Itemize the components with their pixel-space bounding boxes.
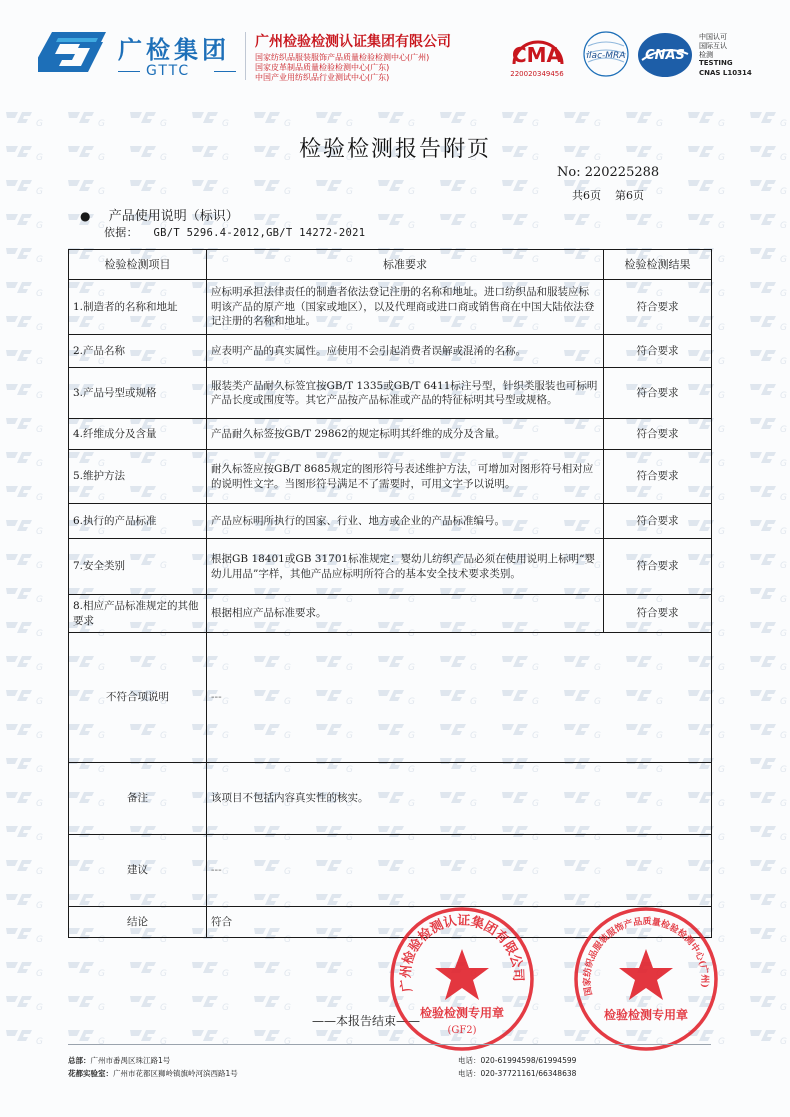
hq-phone: 电话：020-61994598/61994599 <box>458 1056 577 1065</box>
left-seal-stamp <box>388 905 536 1053</box>
item-cell: 7.安全类别 <box>69 539 207 595</box>
remark-label: 备注 <box>69 763 207 835</box>
lab-phone: 电话：020-37721161/66348638 <box>458 1069 577 1078</box>
requirement-cell: 应表明产品的真实属性。应使用不会引起消费者误解或混淆的名称。 <box>207 335 604 368</box>
cma-mark-icon <box>506 34 568 80</box>
suggestion-row <box>69 835 712 907</box>
svg-text:检验检测专用章: 检验检测专用章 <box>419 1006 505 1020</box>
inspection-table <box>68 249 712 938</box>
section-title: 产品使用说明（标识） <box>108 209 239 224</box>
table-row <box>69 419 712 450</box>
cnas-line-1: 中国认可 <box>699 33 727 41</box>
requirement-cell: 根据相应产品标准要求。 <box>207 595 604 633</box>
svg-text:(GF2): (GF2) <box>447 1025 477 1036</box>
svg-text:ilac-MRA: ilac-MRA <box>586 51 626 61</box>
sub-center-line-1: 国家纺织品服装服饰产品质量检验检测中心(广州) <box>255 53 430 62</box>
nonconformity-row <box>69 633 712 763</box>
item-cell: 8.相应产品标准规定的其他要求 <box>69 595 207 633</box>
column-header: 标准要求 <box>207 250 604 280</box>
item-cell: 6.执行的产品标准 <box>69 504 207 539</box>
cnas-line-2: 国际互认 <box>699 42 727 50</box>
logo-chinese-name: 广检集团 <box>118 36 230 64</box>
header-divider <box>245 32 246 80</box>
cnas-line-5: CNAS L10314 <box>699 69 752 77</box>
nonconformity-value: --- <box>207 633 712 763</box>
requirement-cell: 产品耐久标签按GB/T 29862的规定标明其纤维的成分及含量。 <box>207 419 604 450</box>
item-cell: 3.产品号型或规格 <box>69 368 207 419</box>
bullet-icon: ● <box>80 209 91 223</box>
basis-label: 依据： <box>104 226 138 239</box>
requirement-cell: 服装类产品耐久标签宜按GB/T 1335或GB/T 6411标注号型，针织类服装也可标明产品长度或围度等。其它产品按产品标准或产品的特征标明其号型或规格。 <box>207 368 604 419</box>
item-cell: 2.产品名称 <box>69 335 207 368</box>
cnas-logo-icon <box>636 30 694 80</box>
basis-line <box>104 224 365 240</box>
cnas-line-4: TESTING <box>699 59 733 67</box>
result-cell: 符合要求 <box>604 539 712 595</box>
table-row <box>69 335 712 368</box>
column-header: 检验检测结果 <box>604 250 712 280</box>
section-heading <box>80 205 239 224</box>
svg-text:检验检测专用章: 检验检测专用章 <box>603 1008 689 1022</box>
svg-text:220020349456: 220020349456 <box>510 70 564 78</box>
hq-label: 总部： <box>68 1056 91 1065</box>
table-row <box>69 368 712 419</box>
table-row <box>69 280 712 335</box>
table-row <box>69 450 712 504</box>
ilac-mra-logo-icon <box>580 30 632 80</box>
column-header: 检验检测项目 <box>69 250 207 280</box>
page-count: 共6页 第6页 <box>572 189 644 202</box>
organization-name: 广州检验检测认证集团有限公司 <box>255 34 451 50</box>
requirement-cell: 根据GB 18401或GB 31701标准规定：婴幼儿纺织产品必须在使用说明上标明“婴幼儿用品”字样，其他产品应标明所符合的基本安全技术要求类别。 <box>207 539 604 595</box>
logo-english-name: GTTC <box>118 62 238 82</box>
svg-text:CNAS: CNAS <box>645 48 685 63</box>
lab-address: 广州市花都区狮岭镇旗岭河滨西路1号 <box>113 1069 238 1078</box>
table-row <box>69 595 712 633</box>
svg-text:CMA: CMA <box>511 43 563 67</box>
table-row <box>69 539 712 595</box>
table-header-row <box>69 250 712 280</box>
report-number: No: 220225288 <box>557 165 660 180</box>
sub-center-line-2: 国家皮革制品质量检验检测中心(广东) <box>255 63 390 72</box>
svg-text:国家纺织品服装服饰产品质量检验检测中心(广州): 国家纺织品服装服饰产品质量检验检测中心(广州) <box>582 917 710 997</box>
table-row <box>69 504 712 539</box>
page-title: 检验检测报告附页 <box>298 137 491 162</box>
hq-address: 广州市番禺区珠江路1号 <box>90 1056 171 1065</box>
footer-divider <box>68 1044 711 1045</box>
gttc-logo-icon <box>38 28 110 80</box>
result-cell: 符合要求 <box>604 419 712 450</box>
item-cell: 1.制造者的名称和地址 <box>69 280 207 335</box>
basis-value: GB/T 5296.4-2012,GB/T 14272-2021 <box>153 227 366 239</box>
conclusion-label: 结论 <box>69 907 207 938</box>
nonconformity-label: 不符合项说明 <box>69 633 207 763</box>
result-cell: 符合要求 <box>604 450 712 504</box>
end-of-report: ——本报告结束—— <box>312 1014 421 1028</box>
item-cell: 4.纤维成分及含量 <box>69 419 207 450</box>
cnas-line-3: 检测 <box>699 51 713 59</box>
result-cell: 符合要求 <box>604 368 712 419</box>
conclusion-value: 符合 <box>207 907 712 938</box>
result-cell: 符合要求 <box>604 335 712 368</box>
right-seal-stamp <box>572 905 720 1053</box>
result-cell: 符合要求 <box>604 280 712 335</box>
suggestion-label: 建议 <box>69 835 207 907</box>
footer-lab <box>68 1068 238 1079</box>
suggestion-value: --- <box>207 835 712 907</box>
requirement-cell: 应标明承担法律责任的制造者依法登记注册的名称和地址。进口纺织品和服装应标明该产品的原产地（国家或地区），以及代理商或进口商或销售商在中国大陆依法登记注册的名称和地址。 <box>207 280 604 335</box>
requirement-cell: 耐久标签应按GB/T 8685规定的图形符号表述维护方法，可增加对图形符号相对应的说明性文字。当图形符号满足不了需要时，可用文字予以说明。 <box>207 450 604 504</box>
lab-label: 花都实验室： <box>68 1069 113 1078</box>
result-cell: 符合要求 <box>604 595 712 633</box>
remark-row <box>69 763 712 835</box>
footer-hq <box>68 1055 170 1066</box>
requirement-cell: 产品应标明所执行的国家、行业、地方或企业的产品标准编号。 <box>207 504 604 539</box>
result-cell: 符合要求 <box>604 504 712 539</box>
item-cell: 5.维护方法 <box>69 450 207 504</box>
svg-text:广州检验检测认证集团有限公司: 广州检验检测认证集团有限公司 <box>398 913 526 993</box>
remark-value: 该项目不包括内容真实性的核实。 <box>207 763 712 835</box>
sub-center-line-3: 中国产业用纺织品行业测试中心(广东) <box>255 73 390 82</box>
